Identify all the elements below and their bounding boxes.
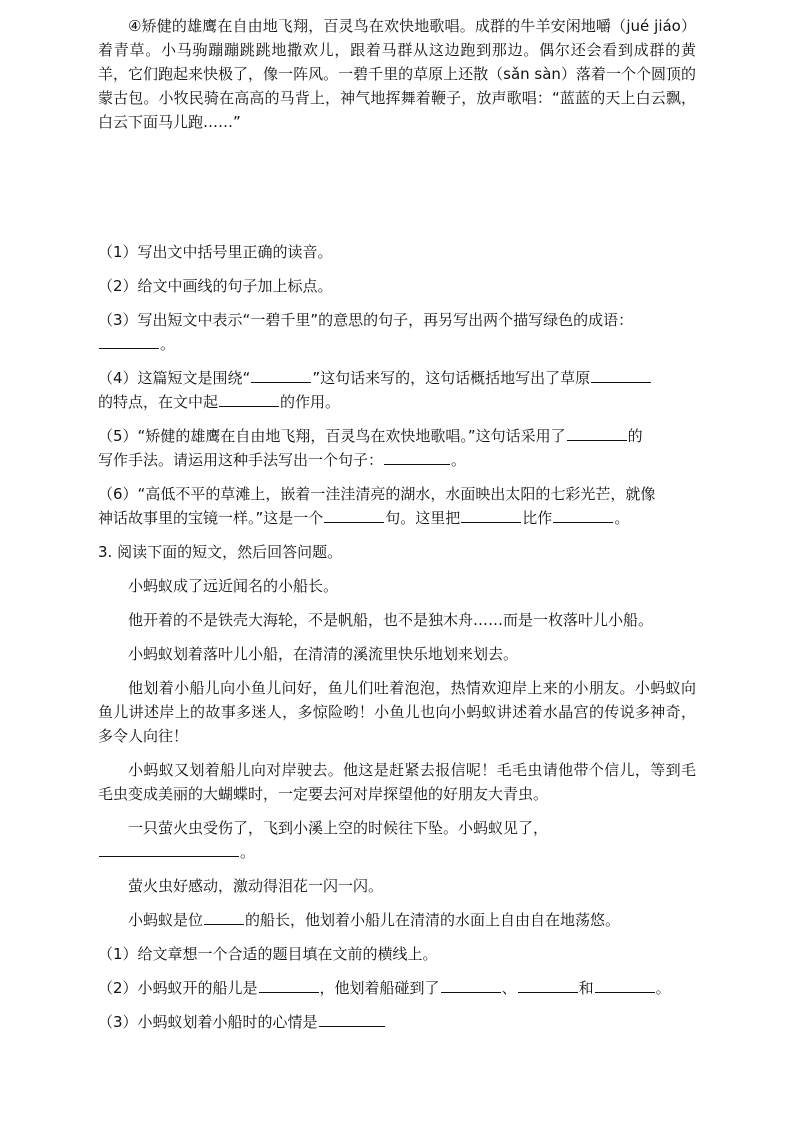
answer-blank[interactable] xyxy=(553,507,613,523)
question-2-1: （1）写出文中括号里正确的读音。 xyxy=(98,243,333,261)
answer-blank[interactable] xyxy=(595,977,655,993)
question-2-4: （4）这篇短文是围绕“ ”这句话来写的，这句话概括地写出了草原 xyxy=(98,366,696,390)
answer-blank[interactable] xyxy=(324,507,384,523)
answer-blank[interactable] xyxy=(384,449,450,465)
story-paragraph-7: 萤火虫好感动，激动得泪花一闪一闪。 xyxy=(128,877,384,895)
passage-paragraph-4: ④矫健的雄鹰在自由地飞翔，百灵鸟在欢快地歌唱。成群的牛羊安闲地嚼（jué jiáo）着青草。小马驹蹦蹦跳跳地撒欢儿，跟着马群从这边跑到那边。偶尔还会看到成群的黄羊，它们跑起来快极了，像一阵风。一碧千里的草原上还散（sǎn sàn）落着一个个圆顶的蒙古包。小牧民骑在高高的马背上，神气地挥舞着鞭子，放声歌唱：“蓝蓝的天上白云飘，白云下面马儿跑……” xyxy=(98,17,696,131)
story-paragraph-5: 小蚂蚁又划着船儿向对岸驶去。他这是赶紧去报信呢！毛毛虫请他带个信儿，等到毛毛虫变成美丽的大蝴蝶时，一定要去河对岸探望他的好朋友大青虫。 xyxy=(98,761,696,803)
answer-blank[interactable] xyxy=(259,977,319,993)
answer-blank[interactable] xyxy=(251,367,311,383)
story-paragraph-2: 他开着的不是铁壳大海轮，不是帆船，也不是独木舟……而是一枚落叶儿小船。 xyxy=(128,611,654,629)
question-2-5-cont: 写作手法。请运用这种手法写出一个句子： 。 xyxy=(98,451,467,469)
question-3-1: （1）给文章想一个合适的题目填在文前的横线上。 xyxy=(98,945,438,963)
answer-blank[interactable] xyxy=(319,1011,385,1027)
question-2-5: （5）“矫健的雄鹰在自由地飞翔，百灵鸟在欢快地歌唱。”这句话采用了 的 xyxy=(98,427,643,445)
answer-blank[interactable] xyxy=(591,367,651,383)
question-3-3: （3）小蚂蚁划着小船时的心情是 xyxy=(98,1010,696,1034)
question-2-3-text: （3）写出短文中表示“一碧千里”的意思的句子，再另写出两个描写绿色的成语： xyxy=(98,311,634,329)
question-2-2: （2）给文中画线的句子加上标点。 xyxy=(98,277,333,295)
question-2-3-answer-line: 。 xyxy=(98,332,696,356)
answer-blank[interactable] xyxy=(219,391,279,407)
question-2-6-cont: 神话故事里的宝镜一样。”这是一个 句。这里把 比作 。 xyxy=(98,509,630,527)
question-2-3 xyxy=(98,308,696,332)
answer-blank[interactable] xyxy=(99,333,159,349)
answer-blank[interactable] xyxy=(204,909,244,925)
question-3-2: （2）小蚂蚁开的船儿是 ，他划着船碰到了 、 和 。 xyxy=(98,979,671,997)
question-2-6: （6）“高低不平的草滩上，嵌着一洼洼清亮的湖水，水面映出太阳的七彩光芒，就像 xyxy=(98,485,656,503)
story-paragraph-6: 一只萤火虫受伤了，飞到小溪上空的时候往下坠。小蚂蚁见了， xyxy=(128,819,549,837)
story-paragraph-6-answer-line: 。 xyxy=(98,840,696,864)
answer-blank[interactable] xyxy=(99,841,239,857)
answer-blank[interactable] xyxy=(567,425,627,441)
story-paragraph-4: 他划着小船儿向小鱼儿问好，鱼儿们吐着泡泡，热情欢迎岸上来的小朋友。小蚂蚁向鱼儿讲述岸上的故事多迷人，多惊险哟！小鱼儿也向小蚂蚁讲述着水晶宫的传说多神奇，多令人向往！ xyxy=(98,679,696,745)
answer-blank[interactable] xyxy=(461,507,521,523)
story-paragraph-8: 小蚂蚁是位 的船长，他划着小船儿在清清的水面上自由自在地荡悠。 xyxy=(128,911,621,929)
answer-blank[interactable] xyxy=(518,977,578,993)
story-paragraph-3: 小蚂蚁划着落叶儿小船，在清清的溪流里快乐地划来划去。 xyxy=(128,645,519,663)
question-2-4-cont: 的特点，在文中起 的作用。 xyxy=(98,393,341,411)
story-paragraph-1: 小蚂蚁成了远近闻名的小船长。 xyxy=(128,577,339,595)
answer-blank[interactable] xyxy=(441,977,501,993)
question-3-heading: 3. 阅读下面的短文，然后回答问题。 xyxy=(98,543,343,561)
